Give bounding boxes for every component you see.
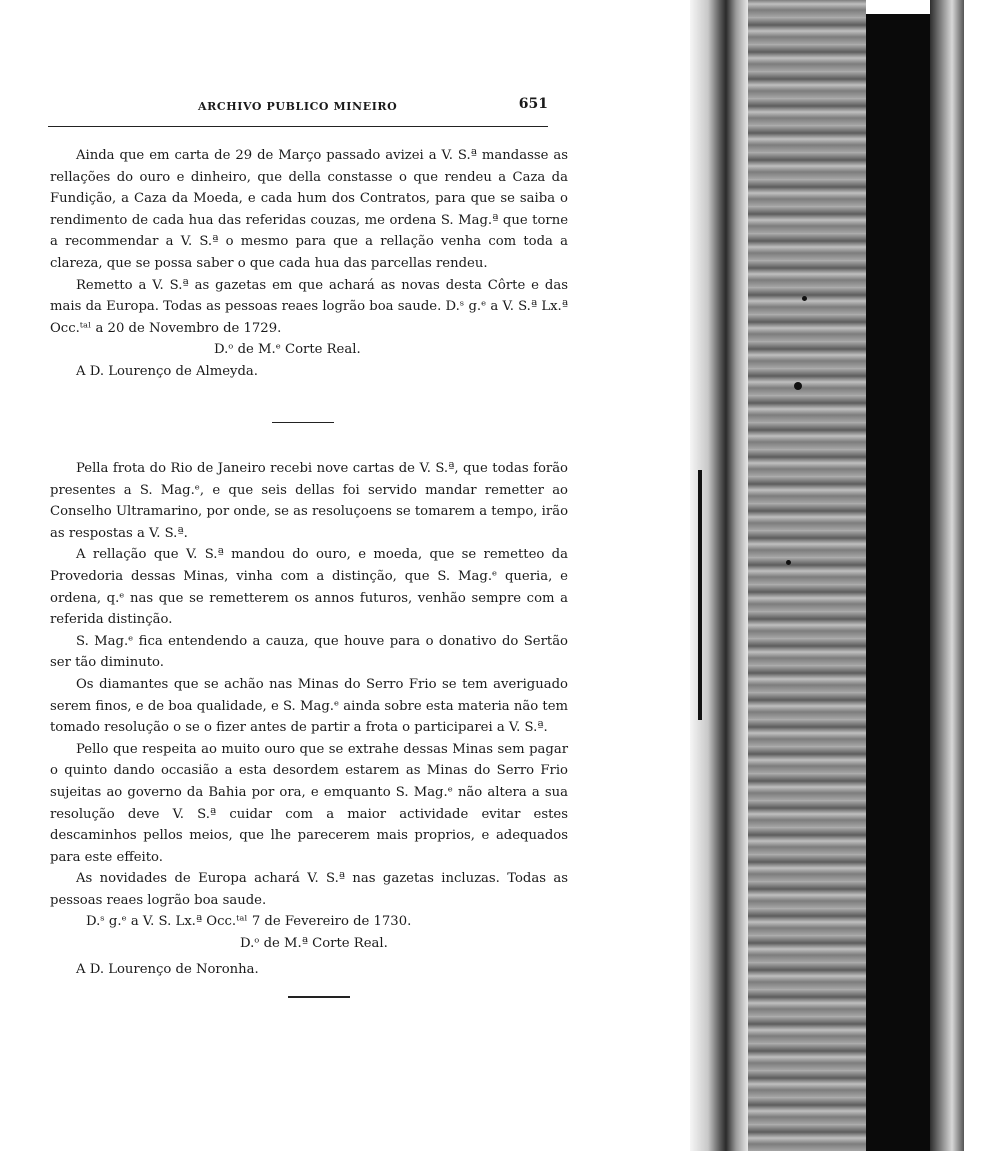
scan-background (964, 0, 987, 1151)
spine-hole (786, 560, 791, 565)
section-separator-2 (288, 996, 350, 998)
letter-2-closing: D.ˢ g.ᵉ a V. S. Lx.ª Occ.ᵗᵃˡ 7 de Fevereiro de 1730. (86, 914, 412, 930)
spine-dark-band (866, 14, 930, 1151)
letter-2-paragraph-4: Os diamantes que se achão nas Minas do Serro Frio se tem averiguado serem finos, e de boa qualidade, e S. Mag.ᵉ ainda sobre esta materia não tem tomado resolução o se o fizer antes de partir a frota o participarei a V. S.ª. (50, 676, 568, 736)
letter-2-paragraph-6: As novidades de Europa achará V. S.ª nas gazetas incluzas. Todas as pessoas reaes logrão boa saude. (50, 871, 568, 908)
letter-2-signature: D.ᵒ de M.ª Corte Real. (240, 936, 388, 952)
letter-1-paragraph-1: Ainda que em carta de 29 de Março passado avizei a V. S.ª mandasse as rellações do ouro e dinheiro, que della constasse o que rendeu a Caza da Fundição, a Caza da Moeda, e cada hum dos Contratos, para que se saiba o rendimento de cada hua das referidas couzas, me ordena S. Mag.ª que torne a recommendar a V. S.ª o mesmo para que a rellação venha com toda a clareza, que se possa saber o que cada hua das parcellas rendeu. (50, 148, 568, 271)
letter-1-signature: D.ᵒ de M.ᵉ Corte Real. (214, 342, 361, 358)
letter-2-paragraph-3: S. Mag.ᵉ fica entendendo a cauza, que houve para o donativo do Sertão ser tão diminuto. (50, 633, 568, 671)
letter-2 (50, 458, 568, 980)
letter-2-paragraph-2: A rellação que V. S.ª mandou do ouro, e moeda, que se remetteo da Provedoria dessas Minas, vinha com a distinção, que S. Mag.ᵉ queria, e ordena, q.ᵉ nas que se remetterem os annos futuros, venhão sempre com a referida distinção. (50, 547, 568, 628)
letter-1-addressee: A D. Lourenço de Almeyda. (76, 363, 258, 379)
book-spine-scan-margin (690, 0, 987, 1151)
running-title: ARCHIVO PUBLICO MINEIRO (198, 100, 398, 113)
letter-2-paragraph-1: Pella frota do Rio de Janeiro recebi nove cartas de V. S.ª, que todas forão presentes a S. Mag.ᵉ, e que seis dellas foi servido mandar remetter ao Conselho Ultramarino, por onde, se as resoluçoens se tomarem a tempo, irão as respostas a V. S.ª. (50, 461, 569, 541)
spine-hole (794, 382, 802, 390)
section-separator-1 (272, 422, 334, 423)
header-rule (48, 126, 548, 127)
spine-board (748, 0, 866, 1151)
page-header (48, 96, 548, 118)
letter-1 (50, 145, 568, 383)
binding-pin (698, 470, 702, 720)
spine-hole (802, 296, 807, 301)
letter-1-paragraph-2: Remetto a V. S.ª as gazetas em que achará as novas desta Côrte e das mais da Europa. Todas as pessoas reaes logrão boa saude. D.ˢ g.ᵉ a V. S.ª Lx.ª Occ.ᵗᵃˡ a 20 de Novembro de 1729. (50, 277, 568, 336)
spine-edge (930, 0, 964, 1151)
letter-2-paragraph-5: Pello que respeita ao muito ouro que se extrahe dessas Minas sem pagar o quinto dando occasião a esta desordem estarem as Minas do Serro Frio sujeitas ao governo da Bahia por ora, e emquanto S. Mag.ᵉ não altera a sua resolução deve V. S.ª cuidar com a maior actividade evitar estes descaminhos pellos meios, que lhe parecerem mais proprios, e adequados para este effeito. (50, 741, 568, 865)
letter-2-addressee: A D. Lourenço de Noronha. (76, 961, 259, 977)
page-number: 651 (518, 96, 548, 112)
